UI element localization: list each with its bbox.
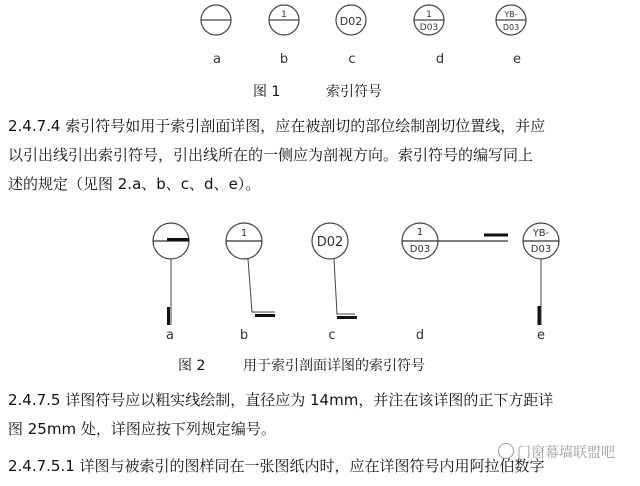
paragraph-2474-line3: 述的规定（见图 2.a、b、c、d、e）。 bbox=[8, 175, 261, 193]
fig1-caption-text: 索引符号 bbox=[326, 84, 382, 100]
fig2-symbol-a bbox=[153, 223, 189, 325]
paragraph-2474-line2: 以引出线引出索引符号，引出线所在的一侧应为剖视方向。索引符号的编写同上 bbox=[8, 146, 534, 164]
watermark-logo-icon bbox=[498, 443, 514, 459]
fig2-label-b: b bbox=[239, 328, 249, 343]
fig1-c-text: D02 bbox=[339, 15, 363, 28]
fig2-label-c: c bbox=[328, 328, 336, 343]
fig1-d-upper: 1 bbox=[426, 10, 432, 20]
paragraph-2474-line1: 2.4.7.4 索引符号如用于索引剖面详图，应在被剖切的部位绘制剖切位置线，并应 bbox=[8, 117, 546, 135]
fig2-d-lower: D03 bbox=[409, 244, 431, 255]
fig1-label-b: b bbox=[279, 52, 289, 67]
fig2-label-a: a bbox=[166, 328, 174, 343]
watermark bbox=[498, 442, 615, 462]
fig1-label-a: a bbox=[213, 52, 221, 67]
fig2-e-lower: D03 bbox=[530, 244, 552, 255]
fig1-label-c: c bbox=[348, 52, 356, 67]
fig1-b-upper: 1 bbox=[281, 10, 287, 20]
fig1-symbol-a bbox=[201, 5, 231, 35]
figure1 bbox=[201, 5, 526, 67]
paragraph-24751-line1: 2.4.7.5.1 详图与被索引的图样同在一张图纸内时，应在详图符号内用阿拉伯数字 bbox=[8, 457, 545, 475]
fig2-caption-number: 图 2 bbox=[178, 358, 206, 374]
fig2-b-upper: 1 bbox=[240, 228, 248, 239]
fig1-e-upper: YB- bbox=[504, 10, 518, 19]
fig1-caption-number: 图 1 bbox=[253, 84, 281, 100]
fig2-label-d: d bbox=[415, 328, 425, 343]
paragraph-2475-line2: 图 25mm 处，详图应按下列规定编号。 bbox=[8, 420, 276, 438]
fig1-symbol-e bbox=[496, 5, 526, 35]
fig1-label-e: e bbox=[513, 52, 521, 67]
watermark-text: 门窗幕墙联盟吧 bbox=[517, 445, 615, 461]
fig2-symbol-e bbox=[523, 223, 559, 325]
fig2-e-upper: YB- bbox=[532, 228, 550, 239]
fig2-symbol-b bbox=[226, 223, 275, 316]
fig1-e-lower: D03 bbox=[502, 23, 520, 32]
fig2-caption-text: 用于索引剖面详图的索引符号 bbox=[243, 358, 425, 374]
fig1-symbol-d bbox=[414, 5, 444, 35]
fig2-symbol-c bbox=[312, 223, 357, 318]
paragraph-2475-line1: 2.4.7.5 详图符号应以粗实线绘制，直径应为 14mm，并注在该详图的正下方距详 bbox=[8, 391, 554, 409]
fig2-symbol-d bbox=[402, 223, 508, 259]
fig1-d-lower: D03 bbox=[419, 23, 439, 33]
fig2-label-e: e bbox=[537, 328, 545, 343]
fig2-c-text: D02 bbox=[316, 235, 344, 250]
fig1-symbol-c bbox=[336, 5, 366, 35]
figure2 bbox=[153, 223, 559, 343]
fig1-symbol-b bbox=[269, 5, 299, 35]
fig2-d-upper: 1 bbox=[416, 227, 424, 238]
fig1-label-d: d bbox=[435, 52, 445, 67]
